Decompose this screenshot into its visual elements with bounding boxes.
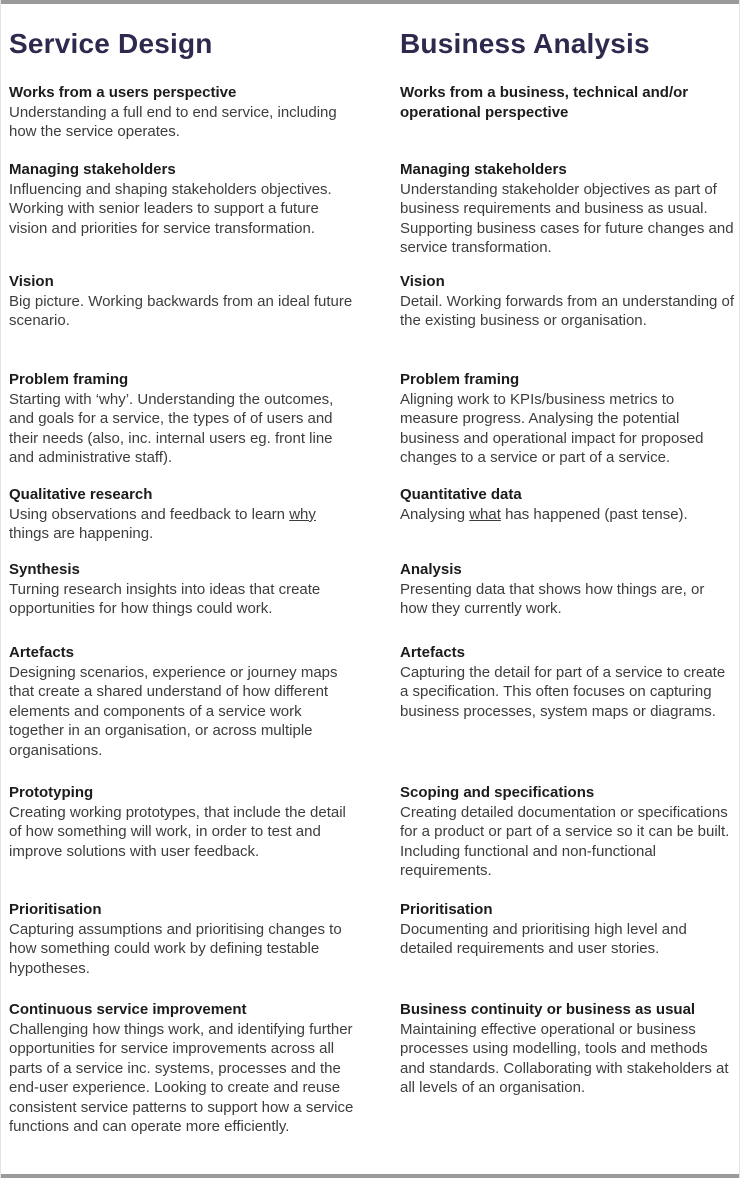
section-cell (400, 783, 735, 900)
section-heading: Qualitative research (9, 486, 153, 503)
section-heading: Problem framing (400, 371, 520, 388)
section-cell (9, 1000, 356, 1160)
section-body: Understanding a full end to end service, including how the service operates. (9, 103, 337, 140)
body-text: has happened (past tense). (500, 505, 688, 523)
section-row (9, 643, 733, 783)
section-row (9, 370, 733, 485)
section-body (9, 505, 356, 544)
section-heading: Works from a business, technical and/or operational perspective (400, 84, 689, 121)
section-cell (400, 83, 735, 160)
section-heading: Vision (9, 273, 54, 290)
section-body: Capturing assumptions and prioritising changes to how something could work by defining testable hypotheses. (9, 920, 342, 977)
section-row (9, 272, 733, 370)
section-heading: Works from a users perspective (9, 84, 237, 101)
section-body: Understanding stakeholder objectives as part of business requirements and business as usual. Supporting business cases for future changes and service transformation. (400, 180, 734, 256)
section-body: Designing scenarios, experience or journey maps that create a shared understand of how different elements and components of a service work together in an organisation, or across multiple organisations. (9, 663, 338, 759)
section-cell (9, 900, 356, 1000)
body-text: Using observations and feedback to learn (9, 505, 290, 523)
section-cell (400, 160, 735, 272)
section-heading: Business continuity or business as usual (400, 1001, 696, 1018)
section-body: Big picture. Working backwards from an ideal future scenario. (9, 292, 353, 329)
section-heading: Continuous service improvement (9, 1001, 247, 1018)
section-heading: Analysis (400, 561, 462, 578)
top-rule (1, 0, 739, 4)
section-body: Creating detailed documentation or specifications for a product or part of a service so it can be built. Including functional and non-functional requirements. (400, 803, 730, 879)
section-row (9, 560, 733, 643)
bottom-rule (1, 1174, 739, 1178)
section-heading: Prioritisation (400, 901, 493, 918)
section-row (9, 900, 733, 1000)
section-row (9, 83, 733, 160)
body-text: Analysing (400, 505, 470, 523)
column-titles (9, 27, 733, 60)
page-content (1, 0, 739, 1160)
section-heading: Quantitative data (400, 486, 522, 503)
section-row (9, 783, 733, 900)
body-text: things are happening. (9, 525, 154, 542)
section-body: Influencing and shaping stakeholders objectives. Working with senior leaders to support a future vision and priorities for service transformation. (9, 180, 332, 237)
section-cell (400, 900, 735, 1000)
section-body: Capturing the detail for part of a service to create a specification. This often focuses on capturing business processes, system maps or diagrams. (400, 663, 726, 720)
section-cell (400, 1000, 735, 1160)
column-title-business-analysis: Business Analysis (400, 28, 650, 59)
section-heading: Prioritisation (9, 901, 102, 918)
section-body: Documenting and prioritising high level and detailed requirements and user stories. (400, 920, 687, 957)
section-heading: Prototyping (9, 784, 94, 801)
section-body (400, 505, 735, 525)
section-cell (9, 783, 356, 900)
section-heading: Managing stakeholders (9, 161, 176, 178)
section-body: Detail. Working forwards from an understanding of the existing business or organisation. (400, 292, 735, 329)
section-row (9, 485, 733, 560)
section-heading: Scoping and specifications (400, 784, 595, 801)
section-body: Creating working prototypes, that include the detail of how something will work, in order to test and improve solutions with user feedback. (9, 803, 346, 860)
column-title-service-design: Service Design (9, 28, 213, 59)
section-body: Aligning work to KPIs/business metrics to measure progress. Analysing the potential business and operational impact for proposed changes to a service or part of a service. (400, 390, 704, 466)
section-row (9, 160, 733, 272)
section-cell (9, 560, 356, 643)
section-cell (400, 485, 735, 560)
section-heading: Problem framing (9, 371, 129, 388)
section-heading: Artefacts (9, 644, 75, 661)
section-cell (400, 370, 735, 485)
section-body: Maintaining effective operational or business processes using modelling, tools and methods and standards. Collaborating with stakeholders at all levels of an organisation. (400, 1020, 729, 1096)
section-row (9, 1000, 733, 1160)
section-cell (9, 370, 356, 485)
section-heading: Managing stakeholders (400, 161, 567, 178)
underlined-word: what (469, 505, 501, 523)
section-cell (400, 643, 735, 783)
section-cell (9, 643, 356, 783)
section-body: Turning research insights into ideas that create opportunities for how things could work. (9, 580, 321, 617)
section-cell (400, 272, 735, 370)
section-cell (9, 160, 356, 272)
section-cell (9, 485, 356, 560)
section-cell (9, 272, 356, 370)
section-cell (400, 560, 735, 643)
section-body: Challenging how things work, and identifying further opportunities for service improvements across all parts of a service inc. systems, processes and the end-user experience. Looking to create and reuse consistent service patterns to support how a service functions and can operate more efficiently. (9, 1020, 354, 1135)
section-cell (9, 83, 356, 160)
underlined-word: why (289, 505, 316, 523)
section-heading: Artefacts (400, 644, 466, 661)
section-body: Presenting data that shows how things are, or how they currently work. (400, 580, 705, 617)
section-heading: Vision (400, 273, 445, 290)
section-body: Starting with ‘why’. Understanding the outcomes, and goals for a service, the types of of users and their needs (also, inc. internal users eg. front line and administrative staff). (9, 390, 334, 466)
section-heading: Synthesis (9, 561, 80, 578)
